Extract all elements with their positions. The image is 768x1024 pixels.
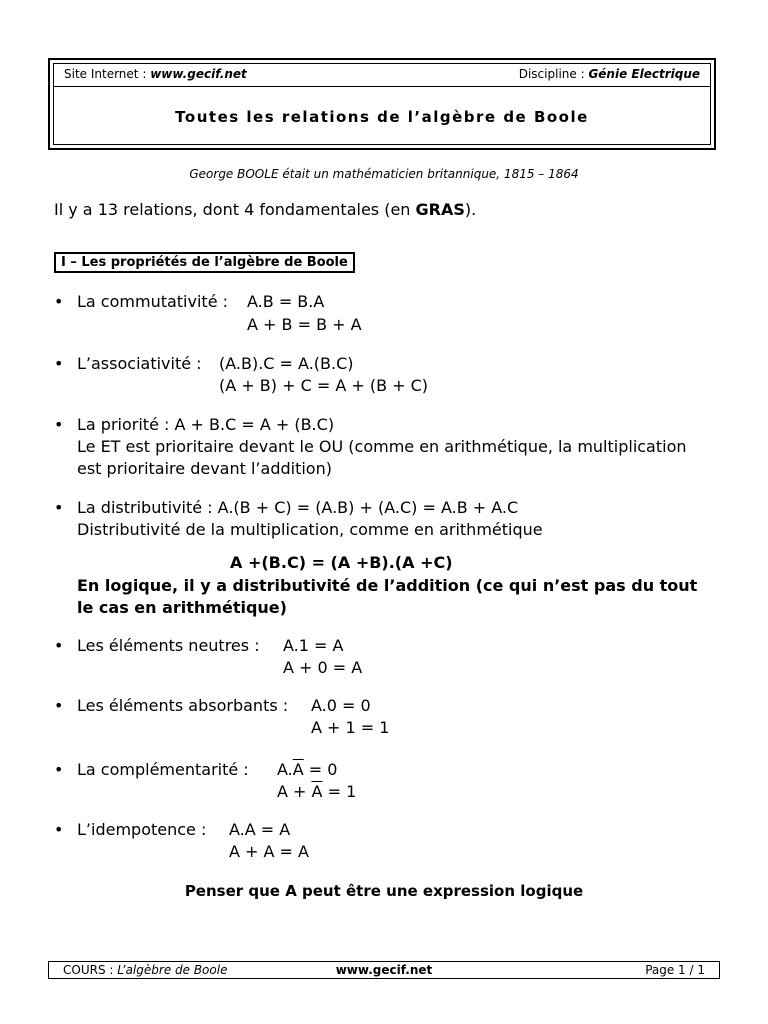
commutativity-formula-2: A + B = B + A xyxy=(247,315,362,334)
neutral-formula-2: A + 0 = A xyxy=(283,658,363,677)
complementarity-formula-2-post: = 1 xyxy=(322,782,357,801)
absorbing-elements-label: Les éléments absorbants : xyxy=(77,696,289,715)
bullet-icon: • xyxy=(54,292,64,311)
footer-site-link[interactable]: www.gecif.net xyxy=(335,963,433,977)
associativity-formula-1: (A.B).C = A.(B.C) xyxy=(219,354,354,373)
bullet-icon: • xyxy=(54,696,64,715)
distributivity-label: La distributivité : A.(B + C) = (A.B) + (A.C) = A.B + A.C xyxy=(77,498,519,517)
document-header xyxy=(48,58,716,150)
priority-line-3: est prioritaire devant l’addition) xyxy=(77,459,332,478)
absorbing-formula-2: A + 1 = 1 xyxy=(311,718,390,737)
complementarity-label: La complémentarité : xyxy=(77,760,249,779)
bullet-icon: • xyxy=(54,498,64,517)
site-info xyxy=(64,67,247,81)
header-info-strip xyxy=(54,64,710,87)
site-link[interactable]: www.gecif.net xyxy=(150,67,247,81)
intro-end: ). xyxy=(464,200,477,219)
complementarity-formula-1-post: = 0 xyxy=(303,760,338,779)
distributivity-line-2: Distributivité de la multiplication, comme en arithmétique xyxy=(77,520,543,539)
footer-course-title: L’algèbre de Boole xyxy=(117,963,228,977)
footer-course-label: COURS : xyxy=(63,963,118,977)
distributivity-bold-line-2: le cas en arithmétique) xyxy=(77,598,287,617)
idempotence-label: L’idempotence : xyxy=(77,820,207,839)
complementarity-formula-1 xyxy=(277,760,337,779)
bullet-icon: • xyxy=(54,415,64,434)
neutral-formula-1: A.1 = A xyxy=(283,636,344,655)
complementarity-formula-2-negated: $\overline{A}$ xyxy=(311,782,323,801)
discipline-info xyxy=(519,67,700,81)
section-title: I – Les propriétés de l’algèbre de Boole xyxy=(54,252,355,273)
intro-main: Il y a 13 relations, dont 4 fondamentales (en xyxy=(54,200,416,219)
intro-text xyxy=(54,200,476,219)
priority-label: La priorité : A + B.C = A + (B.C) xyxy=(77,415,335,434)
commutativity-label: La commutativité : xyxy=(77,292,229,311)
commutativity-formula-1: A.B = B.A xyxy=(247,292,325,311)
bullet-icon: • xyxy=(54,636,64,655)
absorbing-formula-1: A.0 = 0 xyxy=(311,696,371,715)
priority-line-2: Le ET est prioritaire devant le OU (comme en arithmétique, la multiplication xyxy=(77,437,687,456)
complementarity-formula-2-pre: A + xyxy=(277,782,312,801)
complementarity-formula-2 xyxy=(277,782,356,801)
neutral-elements-label: Les éléments neutres : xyxy=(77,636,260,655)
bullet-icon: • xyxy=(54,354,64,373)
associativity-label: L’associativité : xyxy=(77,354,202,373)
discipline-label: Discipline : xyxy=(518,67,589,81)
discipline-value: Génie Electrique xyxy=(588,67,700,81)
intro-bold: GRAS xyxy=(415,200,465,219)
document-header-inner xyxy=(53,63,711,145)
distributivity-bold-line-1: En logique, il y a distributivité de l’addition (ce qui n’est pas du tout xyxy=(77,576,698,595)
site-label: Site Internet : xyxy=(64,67,151,81)
idempotence-formula-1: A.A = A xyxy=(229,820,291,839)
idempotence-formula-2: A + A = A xyxy=(229,842,309,861)
bullet-icon: • xyxy=(54,820,64,839)
distributivity-addition-formula: A +(B.C) = (A +B).(A +C) xyxy=(230,553,453,572)
closing-note: Penser que A peut être une expression logique xyxy=(184,882,584,900)
associativity-formula-2: (A + B) + C = A + (B + C) xyxy=(219,376,429,395)
footer-page-number: Page 1 / 1 xyxy=(645,963,705,977)
subtitle: George BOOLE était un mathématicien britannique, 1815 – 1864 xyxy=(189,167,579,181)
document-footer xyxy=(48,961,720,979)
complementarity-formula-1-pre: A. xyxy=(277,760,293,779)
document-title: Toutes les relations de l’algèbre de Boole xyxy=(175,108,589,126)
complementarity-formula-1-negated: $\overline{A}$ xyxy=(292,760,304,779)
bullet-icon: • xyxy=(54,760,64,779)
